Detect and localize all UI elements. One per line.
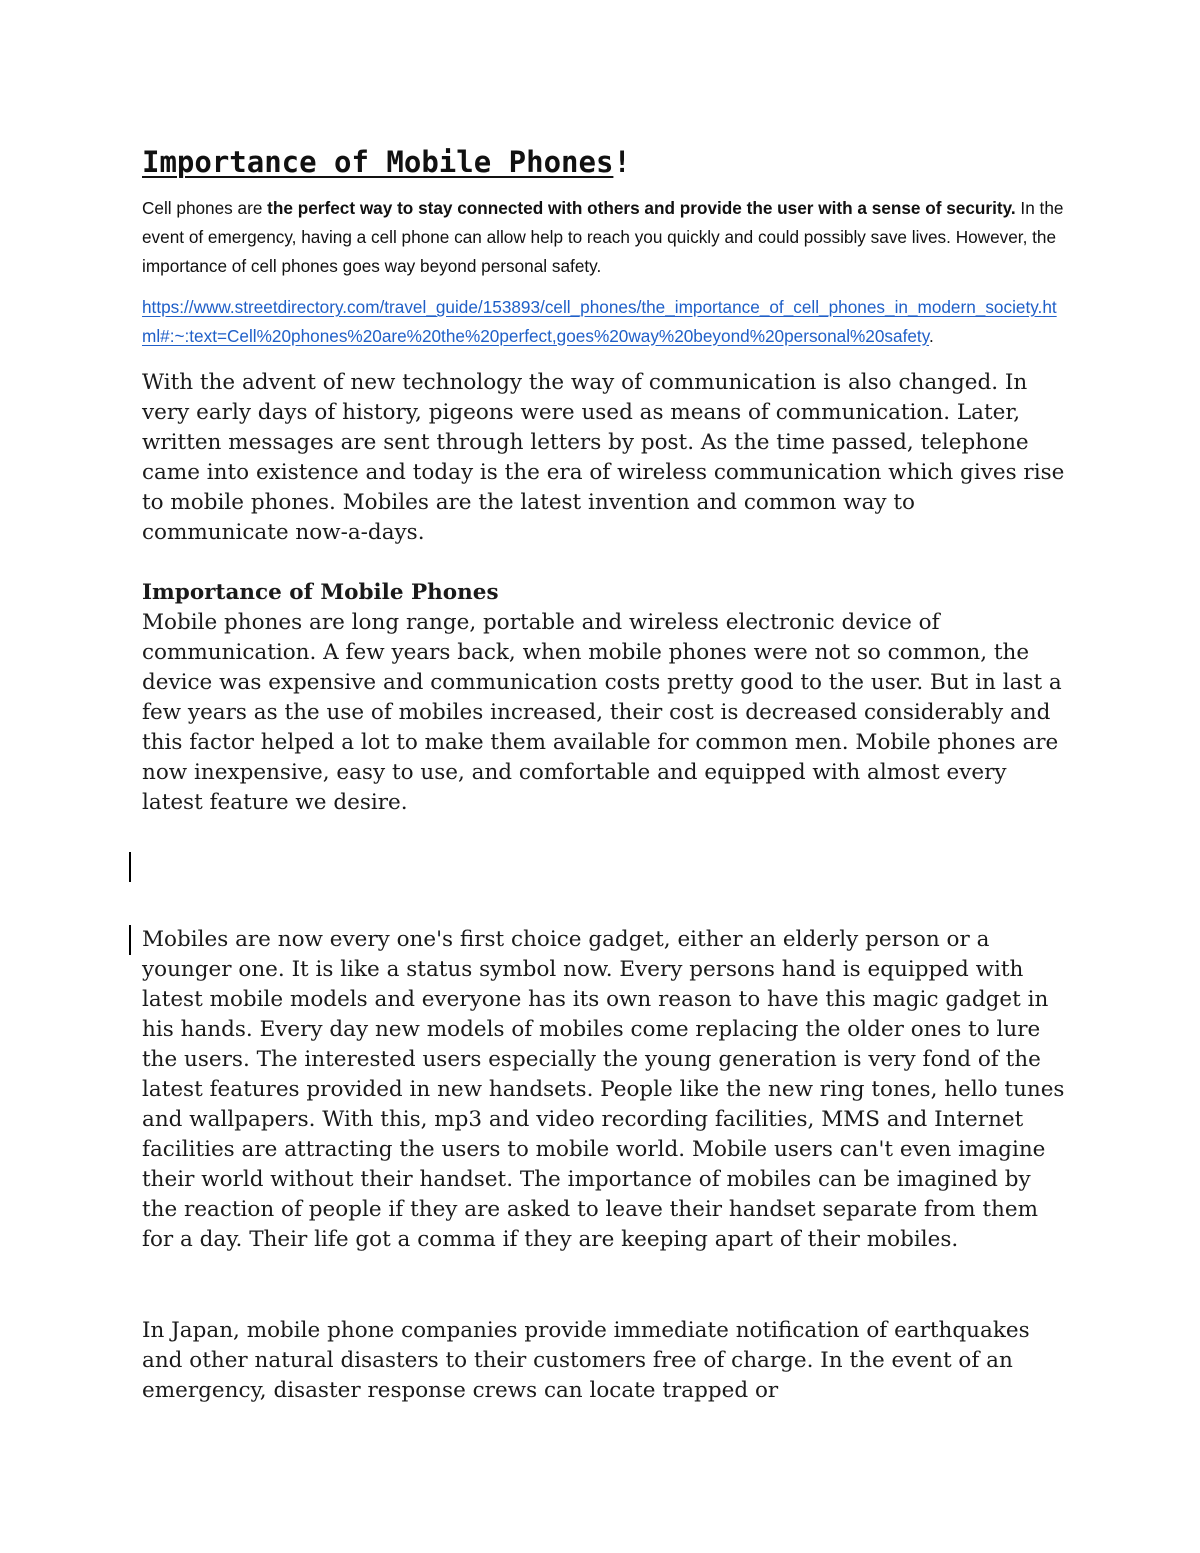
source-link-paragraph: [142, 293, 1067, 350]
source-link-suffix: .: [929, 325, 934, 346]
body-paragraph-2: Mobile phones are long range, portable and wireless electronic device of communication. A few years back, when mobile phones were not so common, the device was expensive and communication costs pretty good to the user. But in last a few years as the use of mobiles increased, their cost is decreased considerably and this factor helped a lot to make them available for common men. Mobile phones are now inexpensive, easy to use, and comfortable and equipped with almost every latest feature we desire.: [142, 610, 1062, 815]
page-title-suffix: !: [613, 145, 631, 179]
intro-rest: In the event of emergency, having a cell phone can allow help to reach you quickly and could possibly save lives. However, the importance of cell phones goes way beyond personal safety.: [142, 198, 1064, 276]
body-paragraph-4: In Japan, mobile phone companies provide immediate notification of earthquakes and other natural disasters to their customers free of charge. In the event of an emergency, disaster response crews can locate trapped or: [142, 1318, 1030, 1403]
document-content: [142, 140, 1067, 818]
page-title: [142, 140, 1067, 184]
intro-lead: Cell phones are: [142, 198, 268, 218]
source-link[interactable]: https://www.streetdirectory.com/travel_guide/153893/cell_phones/the_importance_of_cell_phones_in_modern_society.html#:~:text=Cell%20phones%20are%20the%20perfect,goes%20way%20beyond%20personal%20safety: [142, 297, 1057, 346]
body-paragraph-1: With the advent of new technology the way of communication is also changed. In very early days of history, pigeons were used as means of communication. Later, written messages are sent through letters by post. As the time passed, telephone came into existence and today is the era of wireless communication which gives rise to mobile phones. Mobiles are the latest invention and common way to communicate now-a-days.: [142, 370, 1065, 545]
intro-bold: the perfect way to stay connected with others and provide the user with a sense of security.: [267, 198, 1016, 218]
intro-paragraph: [142, 194, 1067, 281]
text-cursor-icon: [129, 852, 131, 882]
page-title-text: Importance of Mobile Phones: [142, 145, 614, 179]
section-heading: Importance of Mobile Phones: [142, 580, 499, 605]
body-paragraph-3: Mobiles are now every one's first choice gadget, either an elderly person or a younger one. It is like a status symbol now. Every persons hand is equipped with latest mobile models and everyone has its own reason to have this magic gadget in his hands. Every day new models of mobiles come replacing the older ones to lure the users. The interested users especially the young generation is very fond of the latest features provided in new handsets. People like the new ring tones, hello tunes and wallpapers. With this, mp3 and video recording facilities, MMS and Internet facilities are attracting the users to mobile world. Mobile users can't even imagine their world without their handset. The importance of mobiles can be imagined by the reaction of people if they are asked to leave their handset separate from them for a day. Their life got a comma if they are keeping apart of their mobiles.: [142, 927, 1065, 1252]
text-cursor-icon: [129, 925, 131, 955]
